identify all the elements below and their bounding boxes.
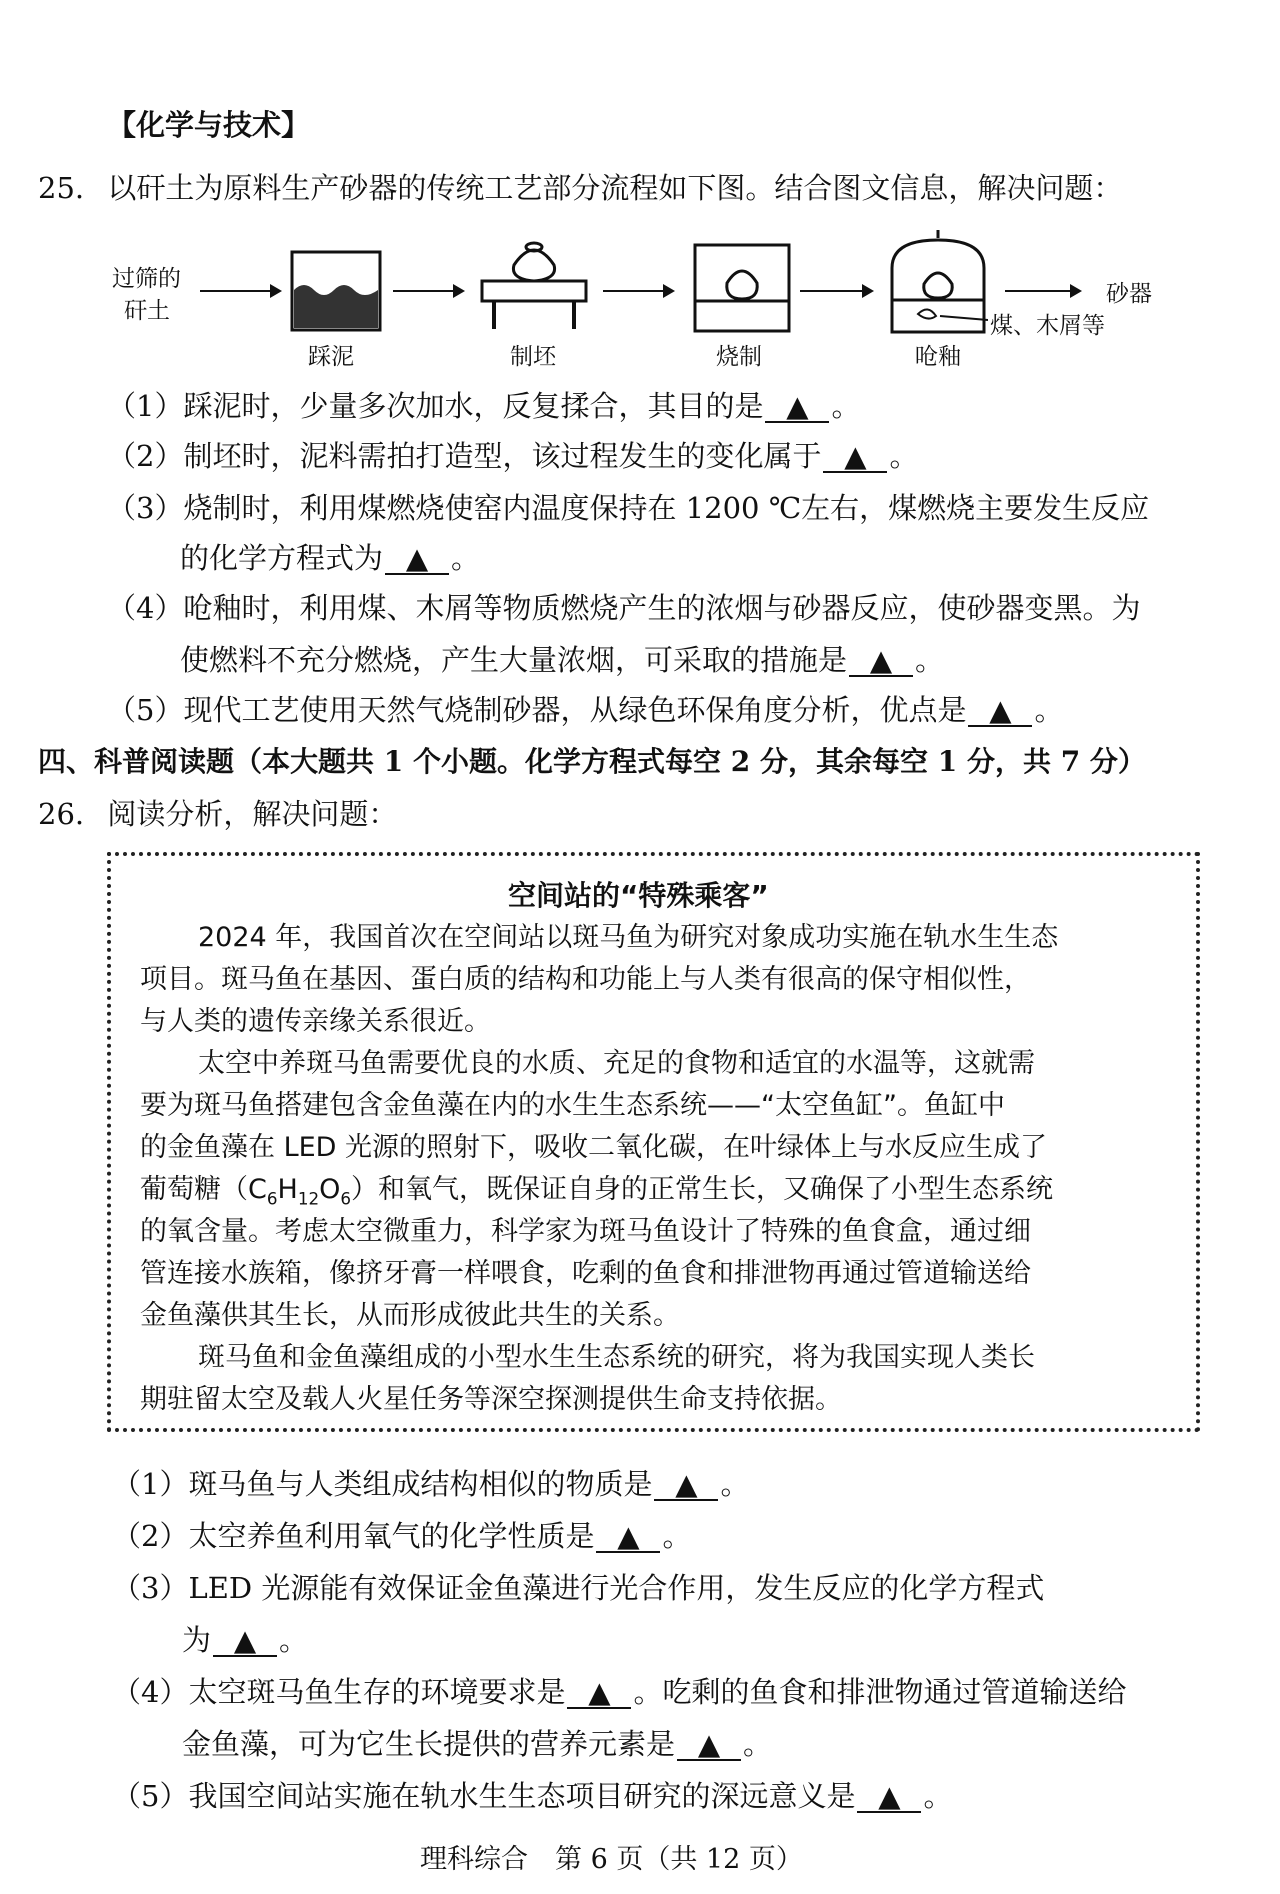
q26-stem (38, 794, 397, 834)
sub-question-line: （3）LED 光源能有效保证金鱼藻进行光合作用，发生反应的化学方程式 (112, 1571, 1045, 1605)
sub-question: （1）斑马鱼与人类组成结构相似的物质是 ▲ 。 (112, 1467, 750, 1501)
sub-question: （1）踩泥时，少量多次加水，反复揉合，其目的是 ▲ 。 (107, 389, 861, 423)
passage-line: 管连接水族箱，像挤牙膏一样喂食，吃剩的鱼食和排泄物再通过管道输送给 (140, 1258, 1031, 1289)
passage-line-formula: 葡萄糖$(C_6H_{12}O_6)$和氧气，既保证自身的正常生长，又确保了小型生态系统 (140, 1174, 1054, 1209)
answer-blank[interactable]: ▲ (213, 1625, 277, 1657)
fuel-label: 煤、木屑等 (990, 313, 1105, 339)
potters-table-icon (478, 235, 590, 331)
step-label: 烧制 (716, 344, 762, 370)
sub-question: （4）太空斑马鱼生存的环境要求是 ▲ 。吃剩的鱼食和排泄物通过管道输送给 (112, 1675, 1127, 1709)
flow-arrow (393, 290, 463, 292)
passage-line: 期驻留太空及载人火星任务等深空探测提供生命支持依据。 (140, 1384, 842, 1415)
sub-question-line: （4）呛釉时，利用煤、木屑等物质燃烧产生的浓烟与砂器反应，使砂器变黑。为 (107, 591, 1141, 625)
q25-stem (38, 168, 1122, 208)
input-label-2: 矸土 (124, 298, 170, 324)
passage-line: 斑马鱼和金鱼藻组成的小型水生生态系统的研究，将为我国实现人类长 (198, 1342, 1035, 1373)
passage-line: 与人类的遗传亲缘关系很近。 (140, 1006, 491, 1037)
mud-treading-vessel-icon (290, 250, 382, 332)
step-label: 呛釉 (915, 344, 961, 370)
passage-line: 项目。斑马鱼在基因、蛋白质的结构和功能上与人类有很高的保守相似性， (140, 964, 1031, 995)
passage-line: 的氧含量。考虑太空微重力，科学家为斑马鱼设计了特殊的鱼食盒，通过细 (140, 1216, 1031, 1247)
passage-title: 空间站的“特殊乘客” (508, 879, 769, 912)
answer-blank[interactable]: ▲ (765, 391, 829, 423)
step-label: 制坯 (510, 344, 556, 370)
passage-line: 2024 年，我国首次在空间站以斑马鱼为研究对象成功实施在轨水生生态 (198, 922, 1059, 953)
question-stem-text: 阅读分析，解决问题： (107, 797, 398, 831)
sub-question-continuation: 金鱼藻，可为它生长提供的营养元素是 ▲ 。 (182, 1727, 773, 1761)
page-footer: 理科综合 第 6 页（共 12 页） (420, 1844, 803, 1875)
answer-blank[interactable]: ▲ (857, 1781, 921, 1813)
flow-arrow (1005, 290, 1080, 292)
question-stem-text: 以矸土为原料生产砂器的传统工艺部分流程如下图。结合图文信息，解决问题： (107, 171, 1123, 205)
sub-question: （2）制坯时，泥料需拍打造型，该过程发生的变化属于 ▲ 。 (107, 439, 919, 473)
answer-blank[interactable]: ▲ (968, 695, 1032, 727)
passage-line: 太空中养斑马鱼需要优良的水质、充足的食物和适宜的水温等，这就需 (198, 1048, 1035, 1079)
answer-blank[interactable]: ▲ (849, 645, 913, 677)
question-number: 26. (38, 797, 85, 831)
answer-blank[interactable]: ▲ (385, 543, 449, 575)
input-label: 过筛的 (112, 266, 181, 292)
sub-question: （5）我国空间站实施在轨水生生态项目研究的深远意义是 ▲ 。 (112, 1779, 953, 1813)
glazing-kiln-icon (888, 228, 988, 334)
answer-blank[interactable]: ▲ (823, 441, 887, 473)
sub-question-continuation: 为 ▲ 。 (182, 1623, 309, 1657)
answer-blank[interactable]: ▲ (654, 1469, 718, 1501)
flow-arrow (200, 290, 280, 292)
passage-line: 的金鱼藻在 LED 光源的照射下，吸收二氧化碳，在叶绿体上与水反应生成了 (140, 1132, 1048, 1163)
section-heading-science-reading: 四、科普阅读题（本大题共 1 个小题。化学方程式每空 2 分，其余每空 1 分，共 7 分） (38, 745, 1146, 778)
kiln-icon (693, 243, 791, 333)
question-number: 25. (38, 171, 85, 205)
flow-arrow (800, 290, 872, 292)
answer-blank[interactable]: ▲ (567, 1677, 631, 1709)
answer-blank[interactable]: ▲ (596, 1521, 660, 1553)
sub-question-line: （3）烧制时，利用煤燃烧使窑内温度保持在 1200 ℃左右，煤燃烧主要发生反应 (107, 491, 1150, 525)
sub-question-continuation: 的化学方程式为 ▲ 。 (180, 541, 481, 575)
sub-question: （2）太空养鱼利用氧气的化学性质是 ▲ 。 (112, 1519, 692, 1553)
step-label: 踩泥 (308, 344, 354, 370)
flow-arrow (603, 290, 673, 292)
answer-blank[interactable]: ▲ (677, 1729, 741, 1761)
sub-question: （5）现代工艺使用天然气烧制砂器，从绿色环保角度分析，优点是 ▲ 。 (107, 693, 1064, 727)
passage-line: 要为斑马鱼搭建包含金鱼藻在内的水生生态系统——“太空鱼缸”。鱼缸中 (140, 1090, 1005, 1121)
section-heading-chemistry: 【化学与技术】 (107, 108, 311, 142)
passage-line: 金鱼藻供其生长，从而形成彼此共生的关系。 (140, 1300, 680, 1331)
output-label: 砂器 (1106, 281, 1152, 307)
sub-question-continuation: 使燃料不充分燃烧，产生大量浓烟，可采取的措施是 ▲ 。 (180, 643, 945, 677)
